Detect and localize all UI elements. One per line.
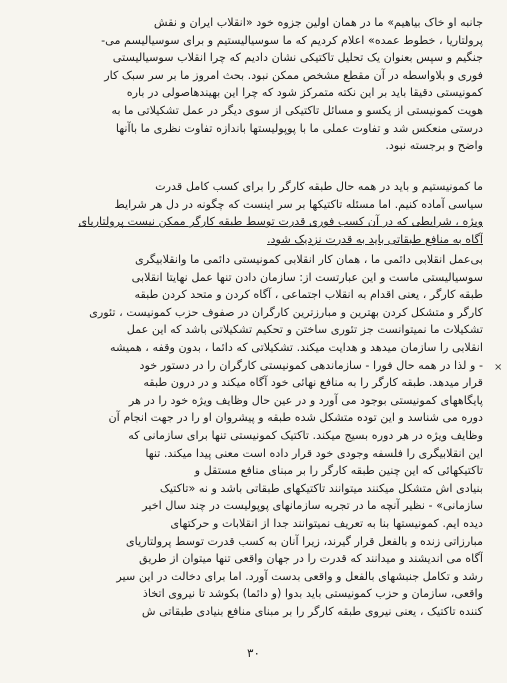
text-line: بنیادی اش متشکل میکنند میتوانند تاکتیکهای طبقاتی باشد و نه «تاکتیک — [159, 481, 483, 495]
paragraph-3 — [36, 251, 483, 620]
text-line: هویت کمونیستی از یکسو و مسائل تاکتیکی از سوی دیگر در عمل تشکیلاتی ما به — [111, 103, 483, 117]
text-line: رشد و تکامل جنبشهای بالفعل و واقعی بدست آورد. اما برای دخالت در این سیر — [116, 569, 483, 583]
text-line: این انقلابیگری را فلسفه وجودی خود قرار داده است معنی پیدا میکند. تنها — [145, 446, 483, 460]
text-line: مبارزاتی زنده و بالفعل قرار گیرند، زیرا آنان به کسب قدرت توسط پرولتاریای — [125, 534, 483, 548]
page-number: ۳۰ — [247, 646, 260, 660]
text-line: کننده تاکتیک ، یعنی نیروی طبقه کارگر را بر مبنای منافع بنیادی طبقاتی ش — [141, 604, 483, 618]
text-line: سوسیالیستی ماست و این عبارتست از: سازمان دادن تنها عمل نهایتا انقلابی — [131, 270, 483, 284]
paragraph-1 — [36, 14, 483, 155]
underlined-text-line: ویژه ، شرایطی که در آن کسب فوری قدرت توسط طبقه کارگر ممکن نیست پرولتاریای — [78, 215, 483, 229]
text-line: پرولتاریا ، خطوط عمده» اعلام کردیم که ما سوسیالیستیم و برای سوسیالیسم می- — [101, 33, 483, 47]
text-line: کارگر و متشکل کردن بهترین و مبارزترین کارگران در صفوف حزب کمونیست ، تئوری — [89, 305, 483, 319]
text-line: تاکتیکهائی که این چنین طبقه کارگر را بر مبنای منافع مستقل و — [194, 464, 483, 478]
text-line: تشکیلات ما نمیتوانست جز تئوری ساختن و تحکیم تشکیلاتی باشد که این عمل — [126, 323, 483, 337]
text-line: آگاه می اندیشند و میدانند که قدرت را در جهان واقعی تنها میتوان از طریق — [139, 552, 483, 566]
text-line: دیده ایم. کمونیستها بنا به تعریف نمیتوانند جدا از انقلابات و حرکتهای — [170, 516, 483, 530]
text-line: سیاسی آماده کنیم. اما مسئله تاکتیکها بر سر اینست که چگونه در دل هر شرایط — [114, 197, 483, 211]
text-line: قرار میدهد. طبقه کارگر را به منافع نهائی خود آگاه میکند و در درون طبقه — [143, 376, 483, 390]
text-line: - و لذا در همه حال فورا - سازماندهی کمونیستی کارگران را در دستور خود — [139, 358, 483, 372]
text-line: کمونیستی دقیقا باید بر این نکته متمرکز شود که چرا این بهیندهاصولی در باره — [126, 86, 483, 100]
text-line: واقعی، سازمان و حزب کمونیستی باید بدوا (و دائما) بکوشد تا نیروی اتخاذ — [142, 587, 483, 601]
text-line: سازمانی» - نظیر آنچه ما در تجربه سازمانهای پوپولیست در چند سال اخیر — [142, 499, 483, 513]
text-line: جانبه او خاک بیاهیم» ما در همان اولین جزوه خود «انقلاب ایران و نقش — [153, 16, 483, 29]
text-line: وظایف ویژه در هر دوره بسیج میکند. تاکتیک کمونیستی تنها برای سازمانی که — [128, 428, 483, 442]
text-line: درستی منعکس شد و تفاوت عملی ما با پوپولیستها باندازه تفاوت نظری ما باآنها — [115, 121, 483, 135]
paragraph-2 — [36, 178, 483, 248]
text-line: ما کمونیستیم و باید در همه حال طبقه کارگر را برای کسب کامل قدرت — [155, 180, 483, 193]
text-line: فوری و بلاواسطه در آن مقطع مشخص ممکن نبود. بحث امروز ما بر سر سبک کار — [104, 68, 483, 82]
text-line: پایگاههای کمونیستی بوجود می آورد و در عین حال وظایف ویژه خود را در هر — [128, 393, 483, 407]
text-line: انقلابی را سازمان میدهد و هدایت میکند. تشکیلاتی که دائما ، بدون وقفه ، همیشه — [110, 340, 483, 354]
margin-mark: × — [494, 362, 503, 373]
text-line: واضح و برجسته نبود. — [385, 139, 483, 153]
text-line: بی‌عمل انقلابی دائمی ما ، همان کار انقلابی کمونیستی دائمی ما وانقلابیگری — [135, 253, 483, 266]
text-line: دوره می شناسد و این توده متشکل شده طبقه و پیشروان او را در جهت انجام آن — [108, 411, 483, 425]
text-line: طبقه کارگر ، یعنی اقدام به انقلاب اجتماعی ، آگاه کردن و متحد کردن طبقه — [134, 288, 483, 302]
text-line: جنگیم و سپس بعنوان یک تحلیل تاکتیکی نشان دادیم که چرا انقلاب سوسیالیستی — [112, 51, 483, 65]
underlined-text-line: آگاه به منافع طبقاتی باید به قدرت نزدیک شود. — [267, 232, 483, 246]
